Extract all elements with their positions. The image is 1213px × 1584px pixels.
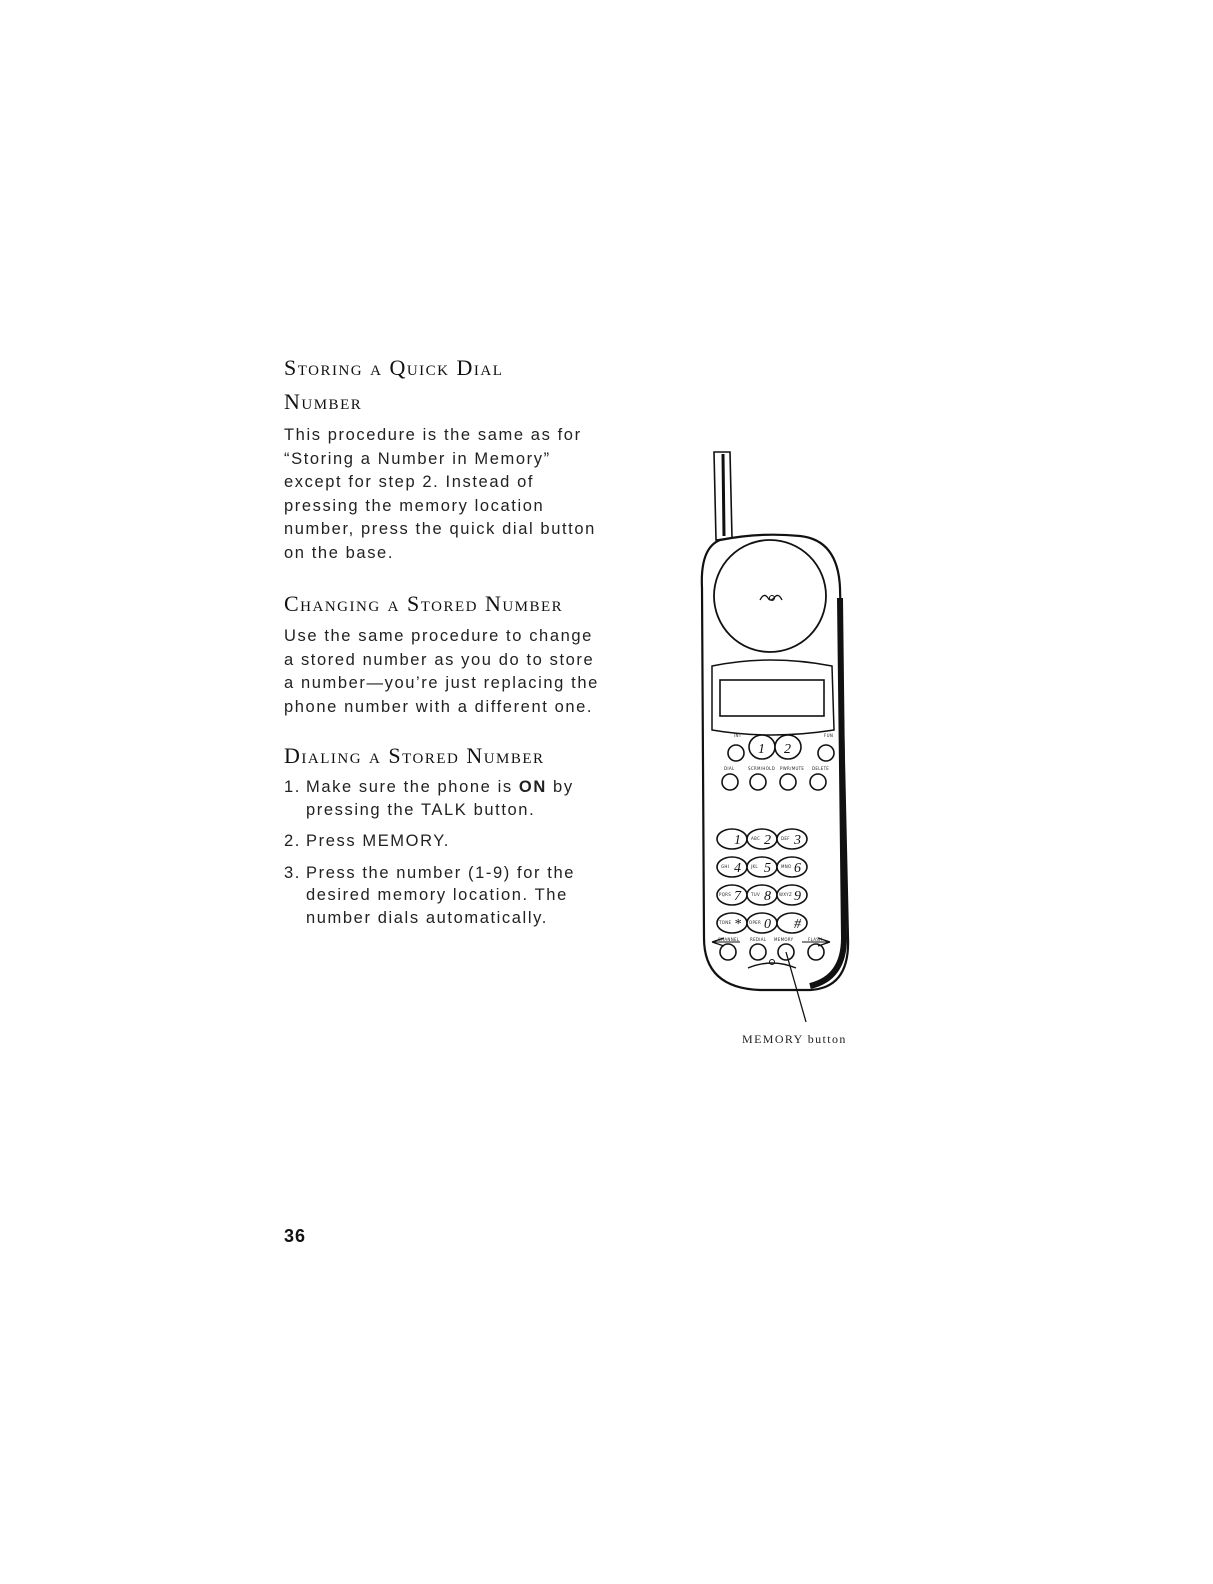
pwr-mute-button[interactable] [780,774,796,790]
key-3-letters: DEF [781,836,790,841]
key-hash[interactable] [777,913,807,933]
step-item [284,862,604,930]
key-7-digit: 7 [734,889,741,904]
key-3-digit: 3 [794,833,801,848]
key-star-digit: * [734,917,741,932]
pwr-mute-label: PWR/MUTE [780,766,805,771]
int-label: INT [734,733,742,738]
steps-list [284,776,604,938]
section-heading-storing-quick-dial: Storing a Quick Dial [284,355,504,380]
key-6-letters: MNO [781,864,792,869]
step-number: 1. [284,778,301,796]
channel-label: CHANNEL [718,937,740,942]
step-item [284,830,604,853]
flash-button[interactable] [808,944,824,960]
key-5-letters: JKL [751,864,758,869]
key-7-letters: PQRS [719,892,732,897]
section-heading-changing-stored-number: Changing a Stored Number [284,591,564,616]
memory-label: MEMORY [774,937,794,942]
key-4-digit: 4 [734,861,741,876]
step-number: 2. [284,832,301,850]
key-6-digit: 6 [794,861,801,876]
step-number: 3. [284,863,301,882]
page-number: 36 [284,1226,307,1246]
flash-label: FLASH [808,937,823,942]
key-8-letters: TUV [751,892,761,897]
lcd-display [720,680,824,716]
cordless-phone-illustration [690,448,870,1028]
step-text: Press the number (1-9) for the desired memory location. The number dials automatically. [306,863,576,927]
section-body-storing-quick-dial: This procedure is the same as for “Storing a Number in Memory” except for step 2. Instead of pressing the memory location number, press the quick dial button on the base. [284,426,596,562]
redial-label: REDIAL [750,937,767,942]
quick-dial-2-label: 2 [784,742,791,757]
scrm-hold-button[interactable] [750,774,766,790]
key-1-digit: 1 [734,833,741,848]
key-hash-digit: # [794,917,801,932]
delete-label: DELETE [812,766,830,771]
dial-button[interactable] [722,774,738,790]
figure-caption: MEMORY button [742,1032,847,1046]
key-1[interactable] [717,829,747,849]
key-2-digit: 2 [764,833,771,848]
fun-button[interactable] [818,745,834,761]
key-4-letters: GHI [721,864,730,869]
int-button[interactable] [728,745,744,761]
key-9-digit: 9 [794,889,801,904]
section-heading-dialing-stored-number: Dialing a Stored Number [284,743,545,768]
step-text: Make sure the phone is [306,778,519,796]
step-text-bold: ON [518,778,547,796]
section-heading-storing-quick-dial-line2: Number [284,389,363,414]
key-8-digit: 8 [764,889,771,904]
key-5-digit: 5 [764,861,771,876]
dial-label: DIAL [724,766,735,771]
key-2-letters: ABC [751,836,761,841]
step-item [284,776,604,821]
fun-label: FUN [824,733,834,738]
redial-button[interactable] [750,944,766,960]
quick-dial-1-label: 1 [758,742,765,757]
key-0-letters: OPER [749,920,762,925]
channel-button[interactable] [720,944,736,960]
key-0-digit: 0 [764,917,771,932]
scrm-hold-label: SCRM/HOLD [748,766,776,771]
key-star-letters: TONE [719,920,732,925]
step-text: Press MEMORY. [306,832,450,850]
step-text: by pressing the TALK button. [306,778,574,819]
delete-button[interactable] [810,774,826,790]
key-9-letters: WXYZ [779,892,793,897]
section-body-changing-stored-number: Use the same procedure to change a stored number as you do to store a number—you’re just replacing the phone number with a different one. [284,627,599,716]
